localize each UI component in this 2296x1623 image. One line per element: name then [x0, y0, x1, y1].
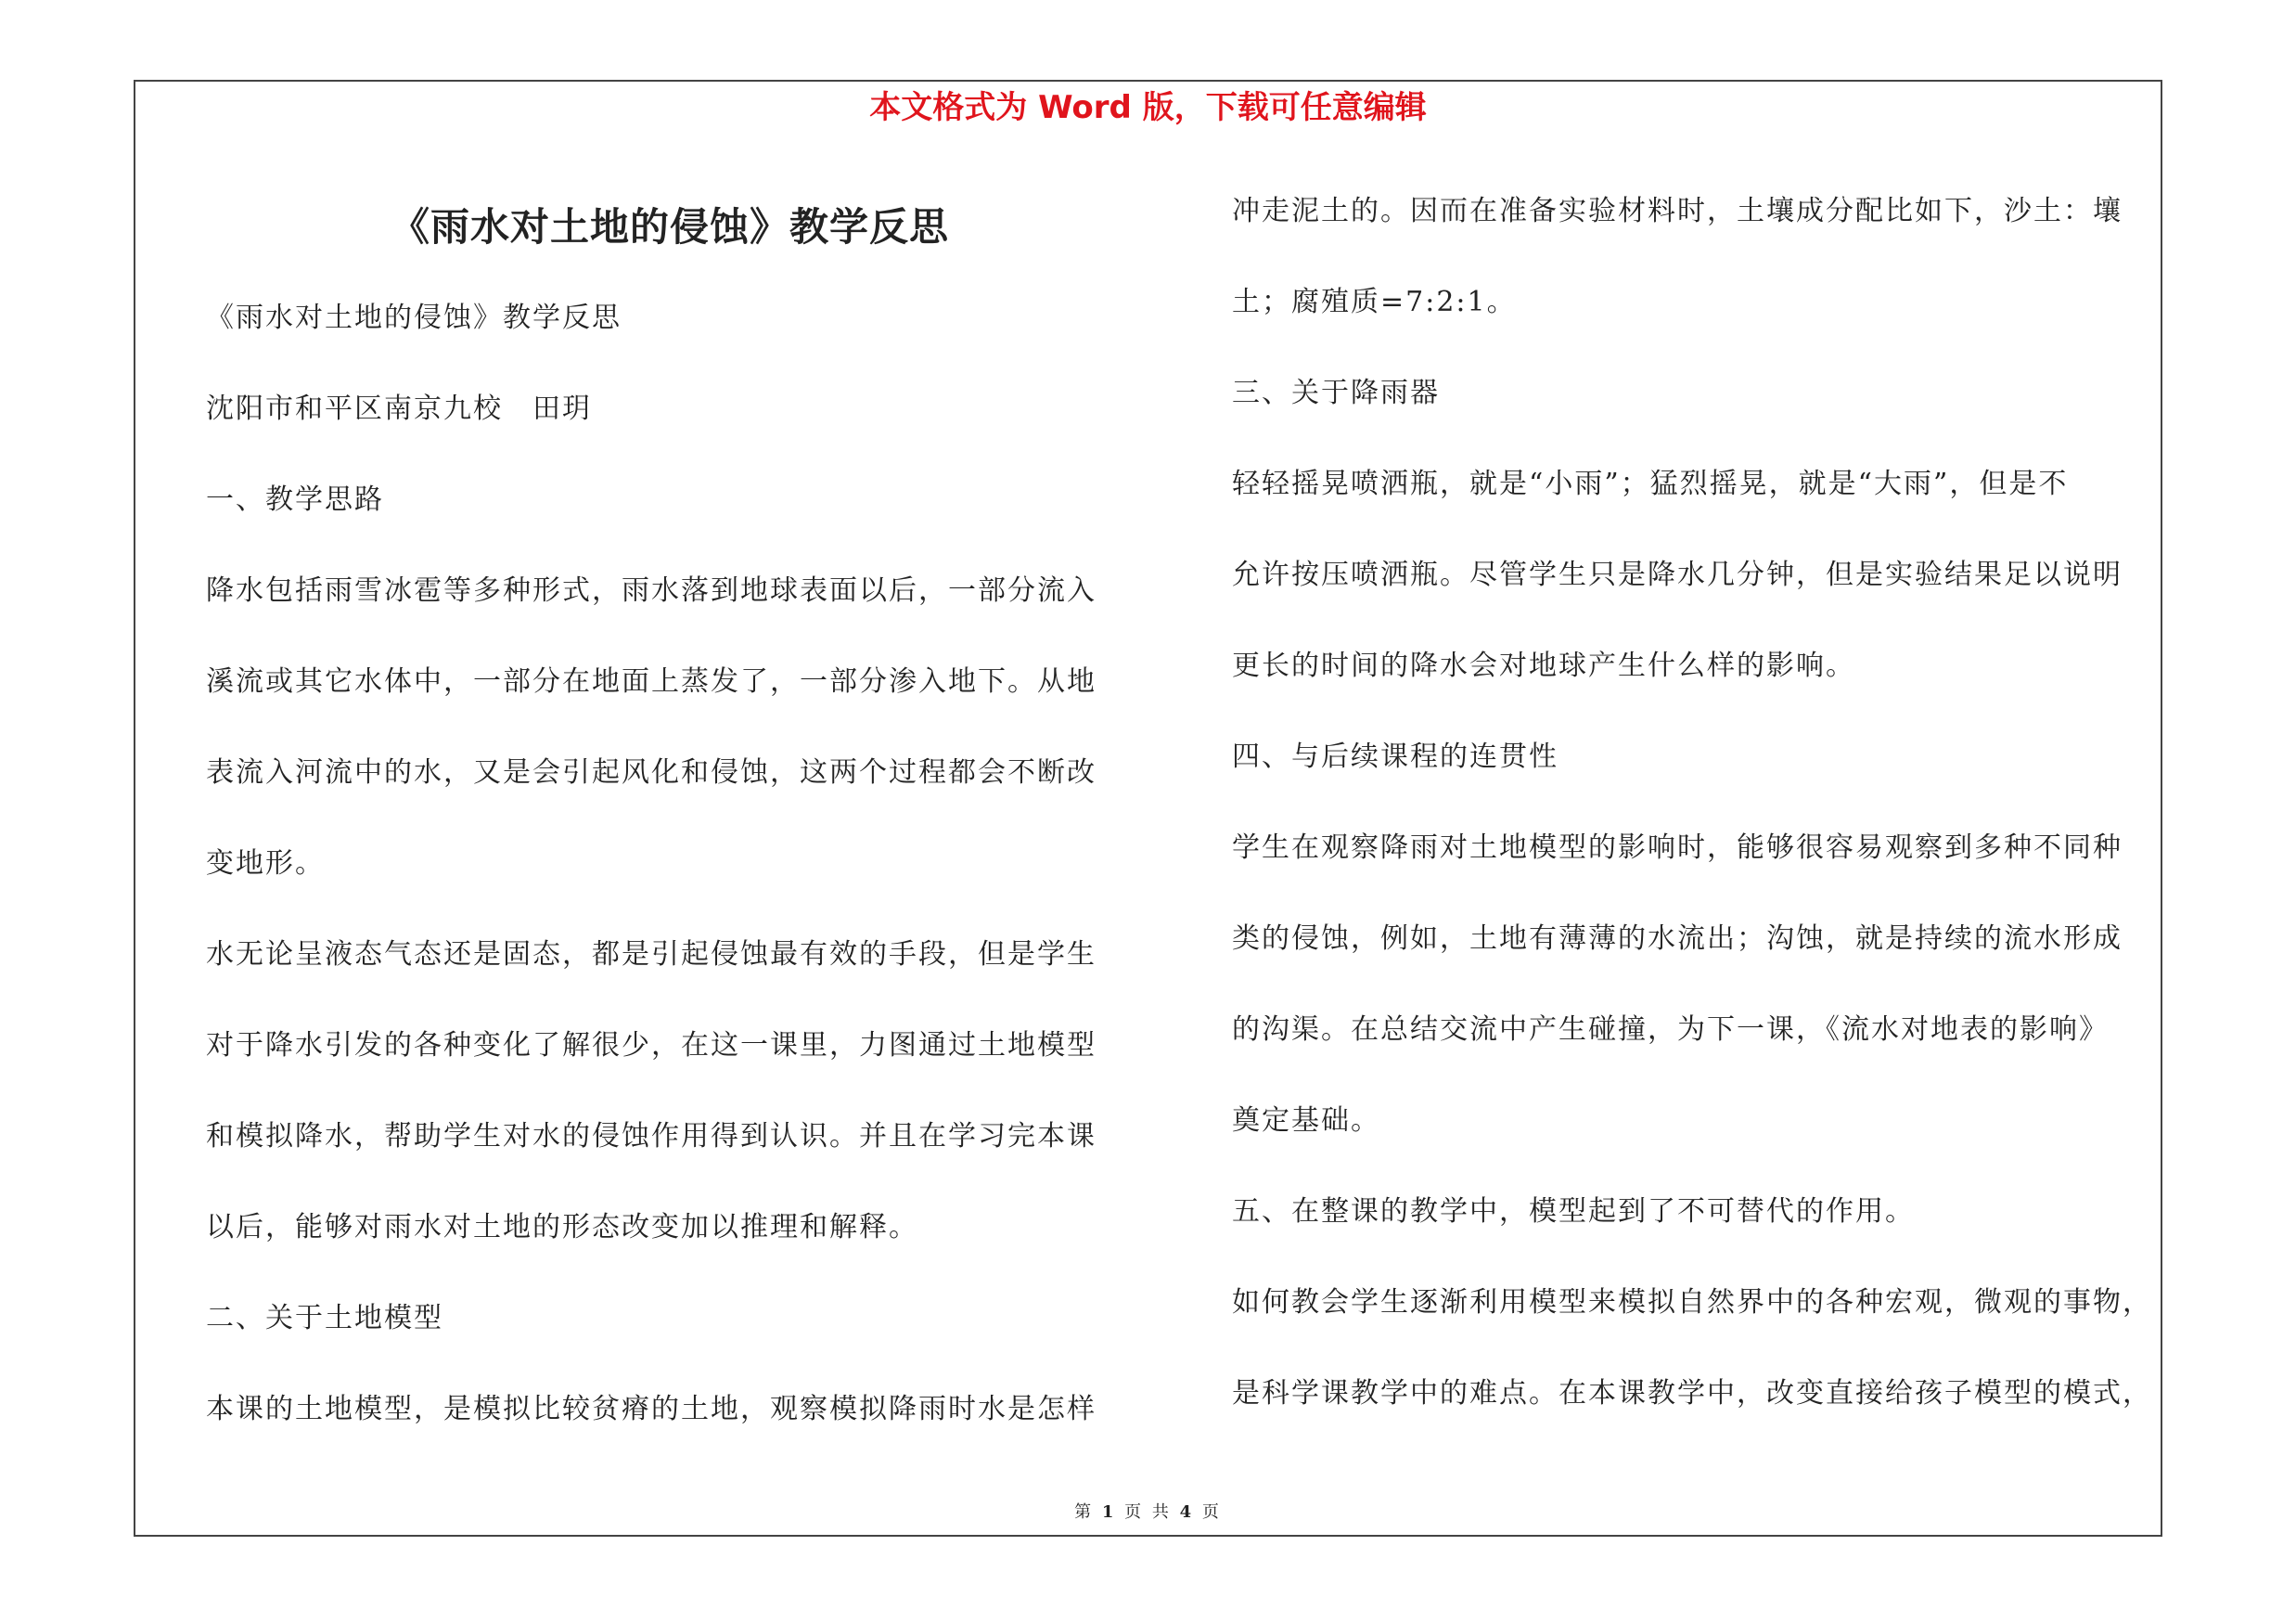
page-number-footer: [0, 1499, 2296, 1523]
author-line: 沈阳市和平区南京九校 田玥: [206, 393, 592, 425]
section-heading: 四、与后续课程的连贯性: [1232, 741, 1558, 773]
body-line: 如何教会学生逐渐利用模型来模拟自然界中的各种宏观，微观的事物，: [1232, 1286, 2152, 1319]
section-heading: 二、关于土地模型: [206, 1302, 443, 1334]
section-heading: 三、关于降雨器: [1232, 377, 1440, 409]
body-line: 是科学课教学中的难点。在本课教学中，改变直接给孩子模型的模式，: [1232, 1377, 2152, 1410]
body-line: 和模拟降水，帮助学生对水的侵蚀作用得到认识。并且在学习完本课: [206, 1120, 1097, 1153]
left-column: [206, 167, 1134, 1455]
left-body: [206, 273, 1134, 1455]
body-line: 变地形。: [206, 847, 325, 880]
footer-prefix: 第: [1074, 1502, 1095, 1522]
current-page-number: 1: [1101, 1502, 1117, 1522]
section-heading: 一、教学思路: [206, 483, 384, 516]
editable-notice-banner: 本文格式为 Word 版，下载可任意编辑: [869, 89, 1427, 126]
body-line: 降水包括雨雪冰雹等多种形式，雨水落到地球表面以后，一部分流入: [206, 574, 1097, 607]
body-line: 对于降水引发的各种变化了解很少，在这一课里，力图通过土地模型: [206, 1029, 1097, 1062]
body-line: 本课的土地模型，是模拟比较贫瘠的土地，观察模拟降雨时水是怎样: [206, 1393, 1097, 1425]
body-line: 冲走泥土的。因而在准备实验材料时，土壤成分配比如下，沙土：壤: [1232, 195, 2123, 227]
body-line: 类的侵蚀，例如，土地有薄薄的水流出；沟蚀，就是持续的流水形成: [1232, 922, 2123, 955]
document-title: 《雨水对土地的侵蚀》教学反思: [390, 204, 949, 250]
body-line: 奠定基础。: [1232, 1104, 1380, 1137]
body-line: 溪流或其它水体中，一部分在地面上蒸发了，一部分渗入地下。从地: [206, 665, 1097, 698]
body-line: 的沟渠。在总结交流中产生碰撞，为下一课，《流水对地表的影响》: [1232, 1013, 2109, 1046]
body-line: 水无论呈液态气态还是固态，都是引起侵蚀最有效的手段，但是学生: [206, 938, 1097, 971]
body-line: 表流入河流中的水，又是会引起风化和侵蚀，这两个过程都会不断改: [206, 756, 1097, 789]
footer-middle: 页 共: [1124, 1502, 1172, 1522]
body-line: 轻轻摇晃喷洒瓶，就是“小雨”；猛烈摇晃，就是“大雨”，但是不: [1232, 468, 2069, 500]
body-line: 允许按压喷洒瓶。尽管学生只是降水几分钟，但是实验结果足以说明: [1232, 559, 2123, 591]
body-line: 以后，能够对雨水对土地的形态改变加以推理和解释。: [206, 1211, 918, 1243]
subtitle-line: 《雨水对土地的侵蚀》教学反思: [206, 302, 622, 334]
total-page-count: 4: [1179, 1502, 1195, 1522]
body-line: 学生在观察降雨对土地模型的影响时，能够很容易观察到多种不同种: [1232, 831, 2123, 864]
body-line: 土；腐殖质=7:2:1。: [1232, 286, 1517, 318]
body-line: 更长的时间的降水会对地球产生什么样的影响。: [1232, 650, 1855, 682]
right-column: [1232, 166, 2178, 1439]
footer-suffix: 页: [1201, 1502, 1222, 1522]
section-heading: 五、在整课的教学中，模型起到了不可替代的作用。: [1232, 1195, 1915, 1228]
